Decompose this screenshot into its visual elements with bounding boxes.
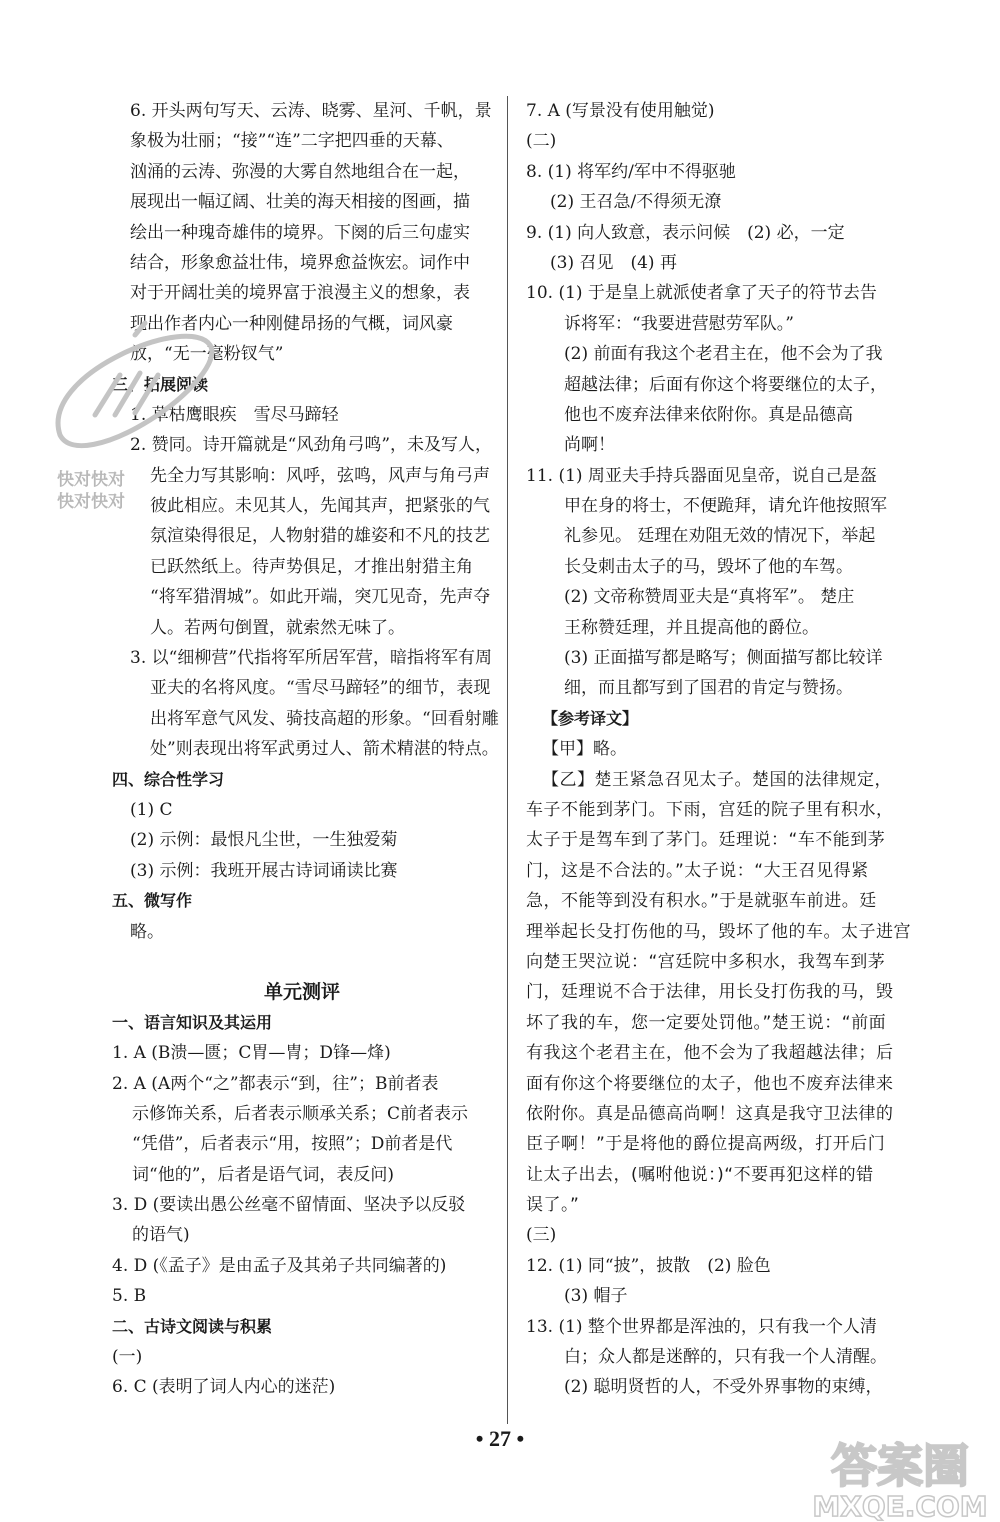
text-line: (3) 正面描写都是略写；侧面描写都比较详 — [564, 648, 883, 669]
text-line: (2) 王召急/不得须无潦 — [550, 192, 722, 213]
text-line: 3. D (要读出愚公丝毫不留情面、坚决予以反驳 — [112, 1195, 466, 1216]
text-line: 尚啊！ — [564, 435, 615, 456]
text-line: 甲在身的将士，不便跪拜，请允许他按照军 — [564, 496, 887, 517]
text-line: “凭借”，后者表示“用，按照”；D前者是代 — [132, 1134, 453, 1155]
text-line: 理举起长殳打伤他的马，毁坏了他的车。太子进宫 — [526, 921, 911, 942]
text-line: 9. (1) 向人致意，表示问候 (2) 必，一定 — [526, 222, 845, 243]
text-line: 略。 — [130, 921, 164, 942]
section-heading: 三、拓展阅读 — [112, 374, 209, 394]
text-line: 1. A (B溃—匮；C胃—冑；D锋—烽) — [112, 1043, 391, 1064]
text-line: 他也不废弃法律来依附你。真是品德高 — [564, 404, 853, 425]
text-line: (3) 帽子 — [564, 1286, 628, 1307]
text-line: 亚夫的名将风度。“雪尽马蹄轻”的细节，表现 — [150, 678, 491, 699]
section-heading: 一、语言知识及其运用 — [112, 1012, 273, 1032]
text-line: 超越法律；后面有你这个将要继位的太子， — [564, 374, 887, 395]
text-line: 已跃然纸上。待声势俱足，才推出射猎主角 — [150, 556, 473, 577]
text-line: (2) 示例：最恨凡尘世，一生独爱菊 — [130, 830, 398, 851]
watermark-left-text-2: 快对快对 — [57, 492, 125, 512]
text-line: 臣子啊！”于是将他的爵位提高两级，打开后门 — [526, 1134, 886, 1155]
text-line: 6. C (表明了词人内心的迷茫) — [112, 1377, 336, 1398]
text-line: 2. 赞同。诗开篇就是“风劲角弓鸣”，未及写人， — [130, 435, 493, 456]
text-line: 的语气) — [132, 1225, 190, 1246]
text-line: 现出作者内心一种刚健昂扬的气概，词风豪 — [130, 313, 453, 334]
text-line: 展现出一幅辽阔、壮美的海天相接的图画，描 — [130, 192, 470, 213]
text-line: 依附你。真是品德高尚啊！这真是我守卫法律的 — [526, 1103, 894, 1124]
text-line: 词“他的”，后者是语气词，表反问) — [132, 1164, 395, 1185]
text-line: 【乙】楚王紧急召见太子。楚国的法律规定， — [542, 769, 892, 790]
blank-line — [112, 947, 492, 977]
text-line: 放，“无一毫粉钗气” — [130, 344, 284, 365]
text-line: 1. 草枯鹰眼疾 雪尽马蹄轻 — [130, 404, 339, 425]
text-line: 3. 以“细柳营”代指将军所居军营，暗指将军有周 — [130, 648, 493, 669]
text-line: 向楚王哭泣说：“宫廷院中多积水，我驾车到茅 — [526, 951, 886, 972]
section-heading: 四、综合性学习 — [112, 769, 225, 789]
text-line: (一) — [112, 1347, 143, 1368]
text-line: 13. (1) 整个世界都是浑浊的，只有我一个人清 — [526, 1316, 877, 1337]
text-line: 4. D (《孟子》是由孟子及其弟子共同编著的) — [112, 1255, 447, 1276]
text-line: 面有你这个将要继位的太子，他也不废弃法律来 — [526, 1073, 894, 1094]
text-line: 诉将军：“我要进营慰劳军队。” — [564, 313, 794, 334]
text-line: 12. (1) 同“披”，披散 (2) 脸色 — [526, 1255, 771, 1276]
text-line: (三) — [526, 1225, 557, 1246]
page-number: • 27 • — [475, 1426, 525, 1451]
text-line: 先全力写其影响：风呼，弦鸣，风声与角弓声 — [150, 465, 490, 486]
text-line: 处”则表现出将军武勇过人、箭术精湛的特点。 — [150, 739, 499, 760]
text-line: 门，廷理说不合于法律，用长殳打伤我的马，毁 — [526, 982, 894, 1003]
text-line: “将军猎渭城”。如此开端，突兀见奇，先声夺 — [150, 587, 491, 608]
text-line: 结合，形象愈益壮伟，境界愈益恢宏。词作中 — [130, 252, 470, 273]
text-line: 对于开阔壮美的境界富于浪漫主义的想象，表 — [130, 283, 470, 304]
text-line: 氛渲染得很足，人物射猎的雄姿和不凡的技艺 — [150, 526, 490, 547]
text-line: 太子于是驾车到了茅门。廷理说：“车不能到茅 — [526, 830, 886, 851]
text-line: (2) 文帝称赞周亚夫是“真将军”。 楚庄 — [564, 587, 855, 608]
text-line: 礼参见。 廷理在劝阻无效的情况下，举起 — [564, 526, 876, 547]
watermark-left-text-1: 快对快对 — [57, 470, 125, 490]
text-line: 【甲】略。 — [542, 739, 627, 760]
section-heading: 二、古诗文阅读与积累 — [112, 1316, 273, 1336]
text-line: (2) 聪明贤哲的人，不受外界事物的束缚， — [564, 1377, 883, 1398]
text-line: (3) 召见 (4) 再 — [550, 252, 677, 273]
column-divider — [507, 96, 508, 1424]
text-line: 2. A (A两个“之”都表示“到，往”；B前者表 — [112, 1073, 439, 1094]
text-line: 8. (1) 将军约/军中不得驱驰 — [526, 161, 736, 182]
text-line: 坏了我的车，您一定要处罚他。”楚王说：“前面 — [526, 1012, 887, 1033]
section-heading: 五、微写作 — [112, 891, 193, 911]
watermark-right-main: 答案圈 — [831, 1439, 969, 1493]
section-heading: 【参考译文】 — [542, 708, 639, 728]
text-line: 有我这个老君主在，他不会为了我超越法律；后 — [526, 1043, 894, 1064]
text-line: 7. A (写景没有使用触觉) — [526, 101, 715, 121]
text-line: 示修饰关系，后者表示顺承关系；C前者表示 — [132, 1103, 469, 1124]
text-line: 细，而且都写到了国君的肯定与赞扬。 — [564, 678, 853, 699]
text-line: (二) — [526, 131, 557, 152]
text-line: 绘出一种瑰奇雄伟的境界。下阕的后三句虚实 — [130, 222, 470, 243]
text-line: 急，不能等到没有积水。”于是就驱车前进。廷 — [526, 891, 877, 912]
text-line: 车子不能到茅门。下雨，宫廷的院子里有积水， — [526, 799, 894, 820]
text-line: 彼此相应。未见其人，先闻其声，把紧张的气 — [150, 496, 490, 517]
text-line: (3) 示例：我班开展古诗词诵读比赛 — [130, 860, 398, 881]
section-title: 单元测评 — [263, 981, 340, 1004]
text-line: 长殳刺击太子的马，毁坏了他的车驾。 — [564, 556, 853, 577]
text-line: 出将军意气风发、骑技高超的形象。“回看射雕 — [150, 708, 499, 729]
watermark-right-sub: MXQE.COM — [812, 1490, 988, 1522]
text-line: (2) 前面有我这个老君主在，他不会为了我 — [564, 344, 883, 365]
right-column — [522, 96, 911, 1403]
text-line: 门，这是不合法的。”太子说：“大王召见得紧 — [526, 860, 869, 881]
text-line: 误了。” — [526, 1195, 580, 1216]
text-line: 王称赞廷理，并且提高他的爵位。 — [564, 617, 819, 638]
text-line: (1) C — [130, 799, 173, 820]
text-line: 10. (1) 于是皇上就派使者拿了天子的符节去告 — [526, 283, 877, 304]
text-line: 6. 开头两句写天、云涛、晓雾、星河、千帆，景 — [130, 101, 492, 121]
left-column — [112, 96, 499, 1403]
text-line: 象极为壮丽；“接”“连”二字把四垂的天幕、 — [130, 131, 454, 152]
text-line: 11. (1) 周亚夫手持兵器面见皇帝，说自己是盔 — [526, 465, 877, 486]
text-line: 汹涌的云涛、弥漫的大雾自然地组合在一起， — [130, 161, 470, 182]
text-line: 人。若两句倒置，就索然无味了。 — [150, 617, 405, 638]
text-line: 5. B — [112, 1286, 147, 1307]
text-line: 让太子出去，(嘱咐他说：)“不要再犯这样的错 — [526, 1164, 874, 1185]
text-line: 白；众人都是迷醉的，只有我一个人清醒。 — [564, 1347, 887, 1368]
